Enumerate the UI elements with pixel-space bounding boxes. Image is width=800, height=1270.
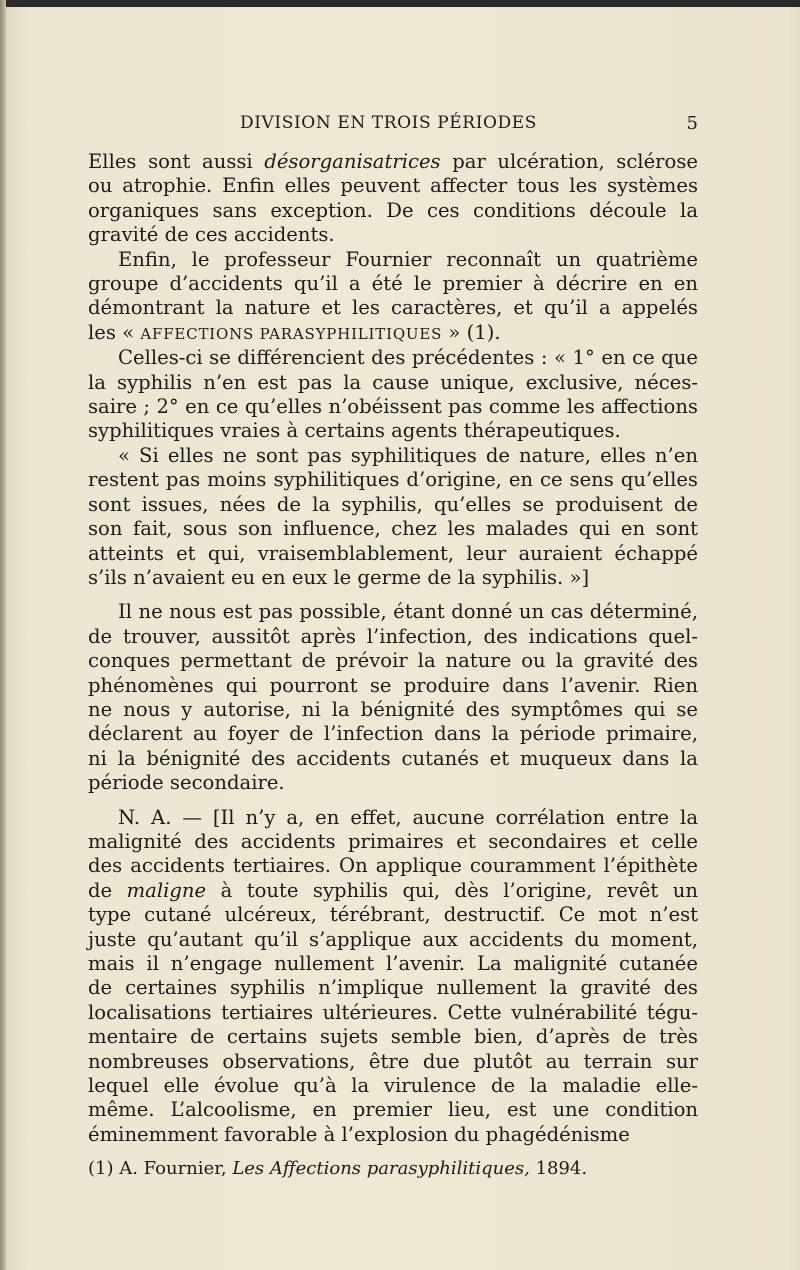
text-line: démontrant la nature et les caractères, et qu’il a appelés — [88, 296, 698, 320]
paragraph — [88, 248, 698, 347]
text-line: lequel elle évolue qu’à la virulence de la maladie elle- — [88, 1074, 698, 1098]
text-line: « Si elles ne sont pas syphilitiques de nature, elles n’en — [118, 443, 698, 467]
text-line: sont issues, nées de la syphilis, qu’elles se produisent de — [88, 492, 698, 516]
text-line: de certaines syphilis n’implique nullement la gravité des — [88, 976, 698, 1000]
paragraph — [88, 150, 698, 248]
binding-edge — [0, 0, 6, 1270]
footnote-author: A. Fournier, — [119, 1158, 227, 1179]
page-header — [88, 113, 698, 139]
text-line: juste qu’autant qu’il s’applique aux accidents du moment, — [88, 927, 698, 951]
running-title: DIVISION EN TROIS PÉRIODES — [240, 113, 538, 133]
footnote — [88, 1158, 698, 1179]
paragraph-gap — [88, 590, 698, 600]
text-line: nombreuses observations, être due plutôt au terrain sur — [88, 1049, 698, 1073]
text-line: la syphilis n’en est pas la cause unique, exclusive, néces- — [88, 370, 698, 394]
text-line: déclarent au foyer de l’infection dans la période primaire, — [88, 722, 698, 746]
text-line: Enfin, le professeur Fournier reconnaît un quatrième — [118, 247, 698, 271]
text-line: atteints et qui, vraisemblablement, leur auraient échappé — [88, 541, 698, 565]
body-text — [88, 150, 698, 1147]
text-line: saire ; 2° en ce qu’elles n’obéissent pas comme les affections — [88, 395, 698, 419]
text-line: Elles sont aussi désorganisatrices par ulcération, sclérose — [88, 150, 698, 173]
paragraph — [88, 600, 698, 795]
text-line: ne nous y autorise, ni la bénignité des symptômes qui se — [88, 697, 698, 721]
text-line: syphilitiques vraies à certains agents thérapeutiques. — [88, 419, 621, 443]
paragraph — [88, 444, 698, 590]
text-line: organiques sans exception. De ces conditions découle la — [88, 198, 698, 222]
text-line: Celles-ci se différencient des précédentes : « 1° en ce que — [118, 346, 698, 370]
text-line: N. A. — [Il n’y a, en effet, aucune corrélation entre la — [118, 805, 698, 829]
paragraph-gap — [88, 796, 698, 806]
text-line: groupe d’accidents qu’il a été le premier à décrire en en — [88, 272, 698, 296]
text-line: ni la bénignité des accidents cutanés et muqueux dans la — [88, 746, 698, 770]
text-line: son fait, sous son influence, chez les malades qui en sont — [88, 517, 698, 541]
footnote-year: 1894. — [535, 1158, 588, 1179]
text-line: restent pas moins syphilitiques d’origine, en ce sens qu’elles — [88, 468, 698, 492]
text-line: type cutané ulcéreux, térébrant, destructif. Ce mot n’est — [88, 903, 698, 927]
text-line: ou atrophie. Enfin elles peuvent affecter tous les systèmes — [88, 174, 698, 198]
text-line: période secondaire. — [88, 771, 285, 795]
footnote-marker: (1) — [88, 1158, 114, 1179]
text-line: Il ne nous est pas possible, étant donné un cas déterminé, — [118, 600, 698, 624]
text-line: mentaire de certains sujets semble bien, d’après de très — [88, 1025, 698, 1049]
paragraph — [88, 806, 698, 1148]
text-line: de maligne à toute syphilis qui, dès l’origine, revêt un — [88, 878, 698, 902]
page-top-edge — [0, 0, 800, 7]
text-line: gravité de ces accidents. — [88, 223, 335, 247]
page-number: 5 — [686, 113, 698, 134]
footnote-title: Les Affections parasyphilitiques, — [232, 1158, 530, 1179]
text-line: s’ils n’avaient eu en eux le germe de la syphilis. »] — [88, 565, 590, 589]
text-line: éminemment favorable à l’explosion du phagédénisme — [88, 1122, 630, 1146]
text-line: même. L’alcoolisme, en premier lieu, est une condition — [88, 1098, 698, 1122]
text-line: les « AFFECTIONS PARASYPHILITIQUES » (1). — [88, 320, 501, 344]
text-line: malignité des accidents primaires et secondaires et celle — [88, 829, 698, 853]
text-line: phénomènes qui pourront se produire dans l’avenir. Rien — [88, 673, 698, 697]
text-line: localisations tertiaires ultérieures. Cette vulnérabilité tégu- — [88, 1000, 698, 1024]
paragraph — [88, 346, 698, 444]
text-line: des accidents tertiaires. On applique couramment l’épithète — [88, 854, 698, 878]
text-line: mais il n’engage nullement l’avenir. La malignité cutanée — [88, 952, 698, 975]
text-line: conques permettant de prévoir la nature ou la gravité des — [88, 649, 698, 673]
text-line: de trouver, aussitôt après l’infection, des indications quel- — [88, 624, 698, 648]
